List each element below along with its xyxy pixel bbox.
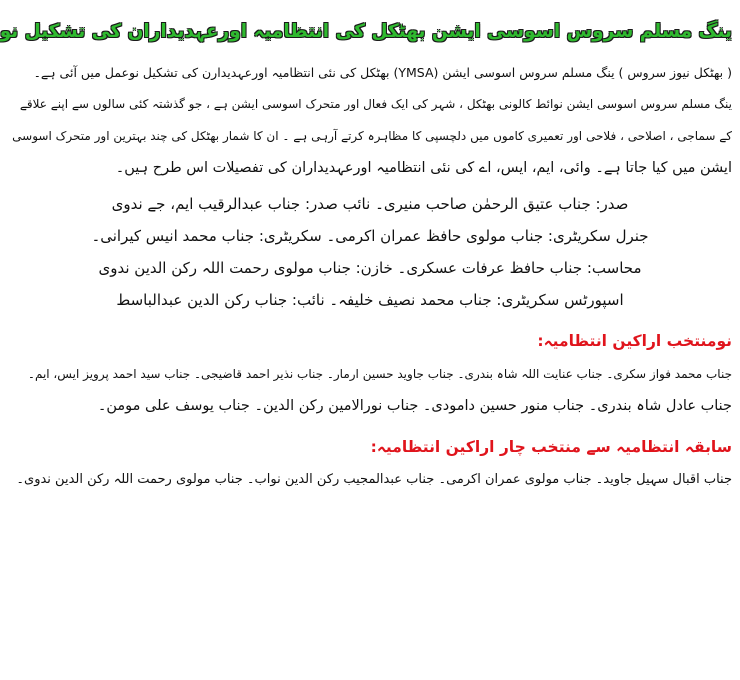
intro-line: ینگ مسلم سروس اسوسی ایشن نوائط کالونی بھٹکل ، شہر کی ایک فعال اور متحرک اسوسی ایشن ہے ، جو گذشتہ کئی سالوں سے اپنے علاقے (19, 97, 732, 111)
officers-list (8, 184, 732, 316)
member-line: جناب محمد فواز سکری۔ جناب عنایت اللہ شاہ بندری۔ جناب جاوید حسین ارمار۔ جناب نذیر احمد قاضیجی۔ جناب سید احمد پرویز ایس، ایم۔ (27, 367, 732, 381)
officer-line: جنرل سکریٹری: جناب مولوی حافظ عمران اکرمی۔ سکریٹری: جناب محمد انیس کیرانی۔ (91, 227, 649, 245)
former-members-heading: سابقہ انتظامیہ سے منتخب چار اراکین انتظامیہ: (370, 438, 732, 456)
intro-paragraph (8, 58, 732, 184)
headline: ینگ مسلم سروس اسوسی ایشن بھٹکل کی انتظامیہ اورعہدیداران کی تشکیل نو (0, 21, 732, 42)
intro-line: ایشن میں کیا جاتا ہے۔ وائی، ایم، ایس، اے کی نئی انتظامیہ اورعہدیداران کی تفصیلات اس طرح ہیں۔ (115, 160, 732, 176)
member-line: جناب عادل شاہ بندری۔ جناب منور حسین دامودی۔ جناب نورالامین رکن الدین۔ جناب یوسف علی مومن۔ (97, 398, 732, 414)
officer-line: اسپورٹس سکریٹری: جناب محمد نصیف خلیفہ۔ نائب: جناب رکن الدین عبدالباسط (116, 291, 624, 309)
new-members-list (8, 358, 732, 422)
intro-line: ( بھٹکل نیوز سروس ) ینگ مسلم سروس اسوسی ایشن (YMSA) بھٹکل کی نئی انتظامیہ اورعہدیدارن کی تشکیل نوعمل میں آئی ہے۔ (33, 65, 732, 80)
former-members-list (8, 464, 732, 496)
officer-line: محاسب: جناب حافظ عرفات عسکری۔ خازن: جناب مولوی رحمت اللہ رکن الدین ندوی (98, 259, 642, 277)
member-line: جناب اقبال سہیل جاوید۔ جناب مولوی عمران اکرمی۔ جناب عبدالمجیب رکن الدین نواب۔ جناب مولوی رحمت اللہ رکن الدین ندوی۔ (16, 472, 732, 487)
intro-line: کے سماجی ، اصلاحی ، فلاحی اور تعمیری کاموں میں دلچسپی کا مظاہرہ کرتے آرہی ہے ۔ ان کا شمار بھٹکل کی چند بہترین اور متحرک اسوسی (12, 129, 732, 143)
officer-line: صدر: جناب عتیق الرحمٰن صاحب منیری۔ نائب صدر: جناب عبدالرقیب ایم، جے ندوی (111, 195, 629, 213)
new-members-heading: نومنتخب اراکین انتظامیہ: (537, 332, 732, 350)
